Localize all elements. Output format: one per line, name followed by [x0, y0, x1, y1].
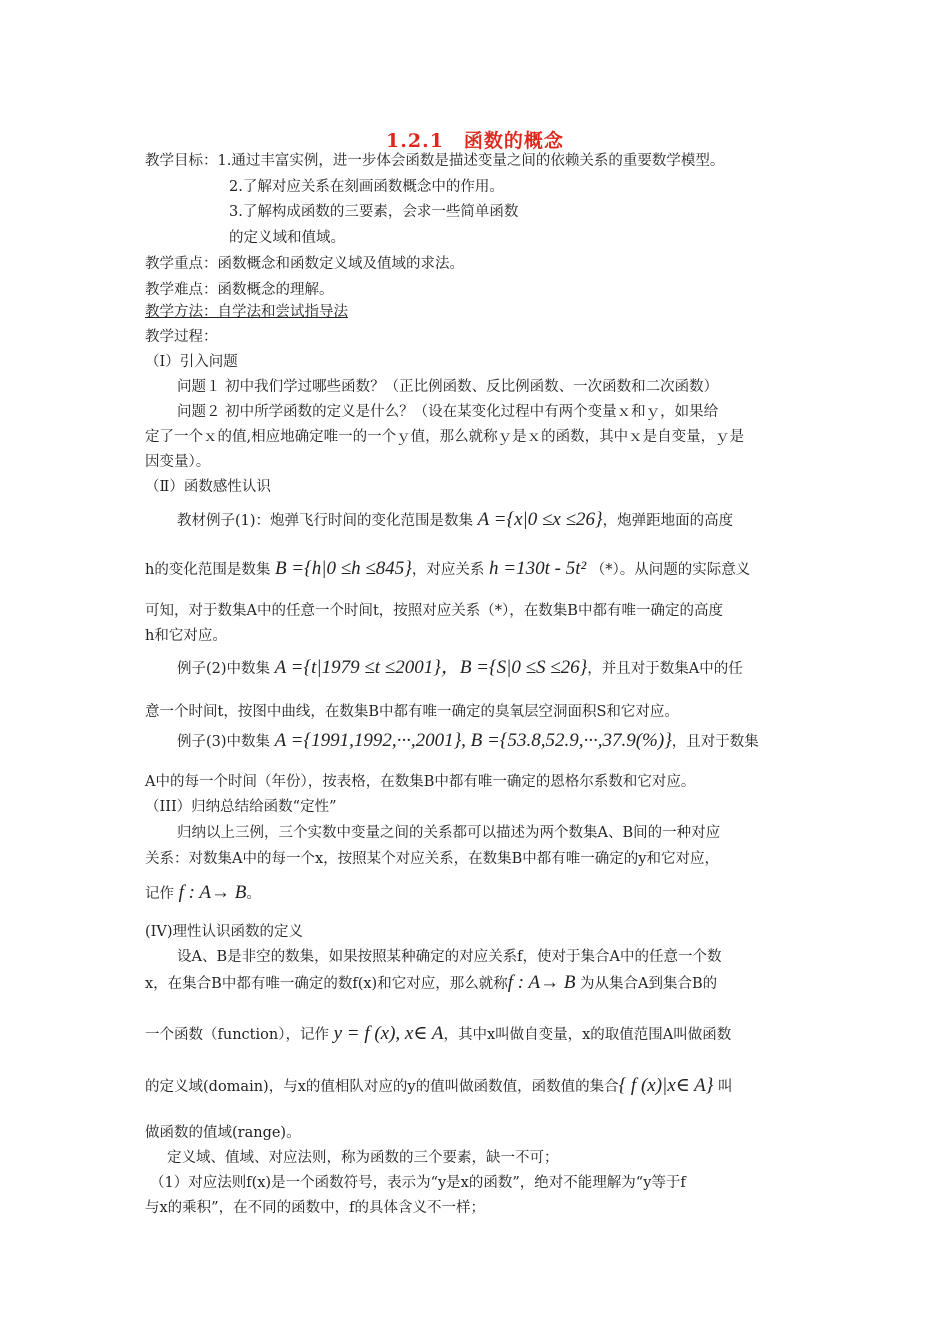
definition-line-8: 与x的乘积”，在不同的函数中，f的具体含义不一样；	[145, 1200, 485, 1216]
question-2-line-3: 因变量）。	[145, 454, 211, 470]
definition-line-5: 做函数的值域(range)。	[145, 1125, 301, 1141]
formula-range-set: { f (x)|x∈ A}	[618, 1075, 714, 1096]
definition-line-1: 设A、B是非空的数集，如果按照某种确定的对应关系f，使对于集合A中的任意一个数	[177, 949, 722, 965]
difficulty-point: 教学难点：函数概念的理解。	[145, 282, 334, 298]
formula-set-b: B ={h|0 ≤h ≤845}	[274, 558, 412, 579]
example-1-line-1: 教材例子(1)：炮弹飞行时间的变化范围是数集 A ={x|0 ≤x ≤26}，炮弹距地面的高度	[177, 509, 734, 530]
formula-relation: h =130t - 5t²	[489, 558, 587, 579]
teaching-method: 教学方法：自学法和尝试指导法	[145, 304, 348, 320]
example-1-line-4: h和它对应。	[145, 628, 227, 644]
section-3-heading: （III）归纳总结给函数“定性”	[145, 799, 337, 815]
example-2-line-2: 意一个时间t，按图中曲线，在数集B中都有唯一确定的臭氧层空洞面积S和它对应。	[145, 704, 679, 720]
example-3-line-2: A中的每一个时间（年份），按表格，在数集B中都有唯一确定的恩格尔系数和它对应。	[145, 774, 696, 790]
page-title: 1.2.1 函数的概念	[386, 130, 564, 152]
section-1-heading: （Ⅰ）引入问题	[145, 354, 238, 370]
question-2-line-1: 问题２ 初中所学函数的定义是什么？（设在某变化过程中有两个变量ｘ和ｙ，如果给	[177, 404, 719, 420]
section-4-heading: (IV)理性认识函数的定义	[145, 924, 304, 940]
example-1-line-3: 可知，对于数集A中的任意一个时间t，按照对应关系（*），在数集B中都有唯一确定的高度	[145, 603, 723, 619]
formula-example-2: A ={t|1979 ≤t ≤2001}，B ={S|0 ≤S ≤26}	[274, 657, 588, 678]
example-1-line-2: h的变化范围是数集 B ={h|0 ≤h ≤845}，对应关系 h =130t - 5t² （*）。从问题的实际意义	[145, 558, 751, 579]
question-1: 问题１ 初中我们学过哪些函数？（正比例函数、反比例函数、一次函数和二次函数）	[177, 379, 719, 395]
section-3-line-1: 归纳以上三例，三个实数中变量之间的关系都可以描述为两个数集A、B间的一种对应	[177, 825, 721, 841]
goals-line-3: 3.了解构成函数的三要素，会求一些简单函数	[229, 204, 519, 220]
key-point: 教学重点：函数概念和函数定义域及值域的求法。	[145, 256, 464, 272]
goals-label: 教学目标：	[145, 153, 218, 169]
section-3-line-3: 记作 f : A→ B。	[145, 882, 261, 903]
goals-line-2: 2.了解对应关系在刻画函数概念中的作用。	[229, 179, 504, 195]
formula-example-3: A ={1991,1992,···,2001}, B ={53.8,52.9,···,37.9(%)}	[274, 730, 672, 751]
question-2-line-2: 定了一个ｘ的值,相应地确定唯一的一个ｙ值，那么就称ｙ是ｘ的函数，其中ｘ是自变量，ｙ是	[145, 429, 745, 445]
definition-line-4: 的定义域(domain)，与x的值相队对应的y的值叫做函数值，函数值的集合{ f (x)|x∈ A} 叫	[145, 1075, 733, 1096]
definition-line-2: x，在集合B中都有唯一确定的数f(x)和它对应，那么就称f : A→ B 为从集合A到集合B的	[145, 972, 718, 993]
definition-line-3: 一个函数（function），记作 y = f (x), x∈ A，其中x叫做自变量，x的取值范围A叫做函数	[145, 1023, 732, 1044]
formula-function-map: f : A→ B	[507, 972, 576, 993]
formula-mapping: f : A→ B	[178, 882, 247, 903]
formula-set-a: A ={x|0 ≤x ≤26}	[477, 509, 603, 530]
goals-line-4: 的定义域和值域。	[229, 230, 345, 246]
definition-line-7: （1）对应法则f(x)是一个函数符号，表示为“y是x的函数”，绝对不能理解为“y等于f	[150, 1175, 686, 1191]
section-3-line-2: 关系：对数集A中的每一个x，按照某个对应关系，在数集B中都有唯一确定的y和它对应，	[145, 851, 719, 867]
example-2-line-1: 例子(2)中数集 A ={t|1979 ≤t ≤2001}，B ={S|0 ≤S ≤26}，并且对于数集A中的任	[177, 657, 743, 678]
goals-line-1: 教学目标：1.通过丰富实例，进一步体会函数是描述变量之间的依赖关系的重要数学模型。	[145, 153, 725, 169]
process-label: 教学过程：	[145, 329, 218, 345]
section-2-heading: （Ⅱ）函数感性认识	[145, 479, 271, 495]
definition-line-6: 定义域、值域、对应法则，称为函数的三个要素，缺一不可；	[167, 1150, 559, 1166]
formula-function-notation: y = f (x), x∈ A	[333, 1023, 444, 1044]
example-3-line-1: 例子(3)中数集 A ={1991,1992,···,2001}, B ={53.8,52.9,···,37.9(%)}，且对于数集	[177, 730, 759, 751]
